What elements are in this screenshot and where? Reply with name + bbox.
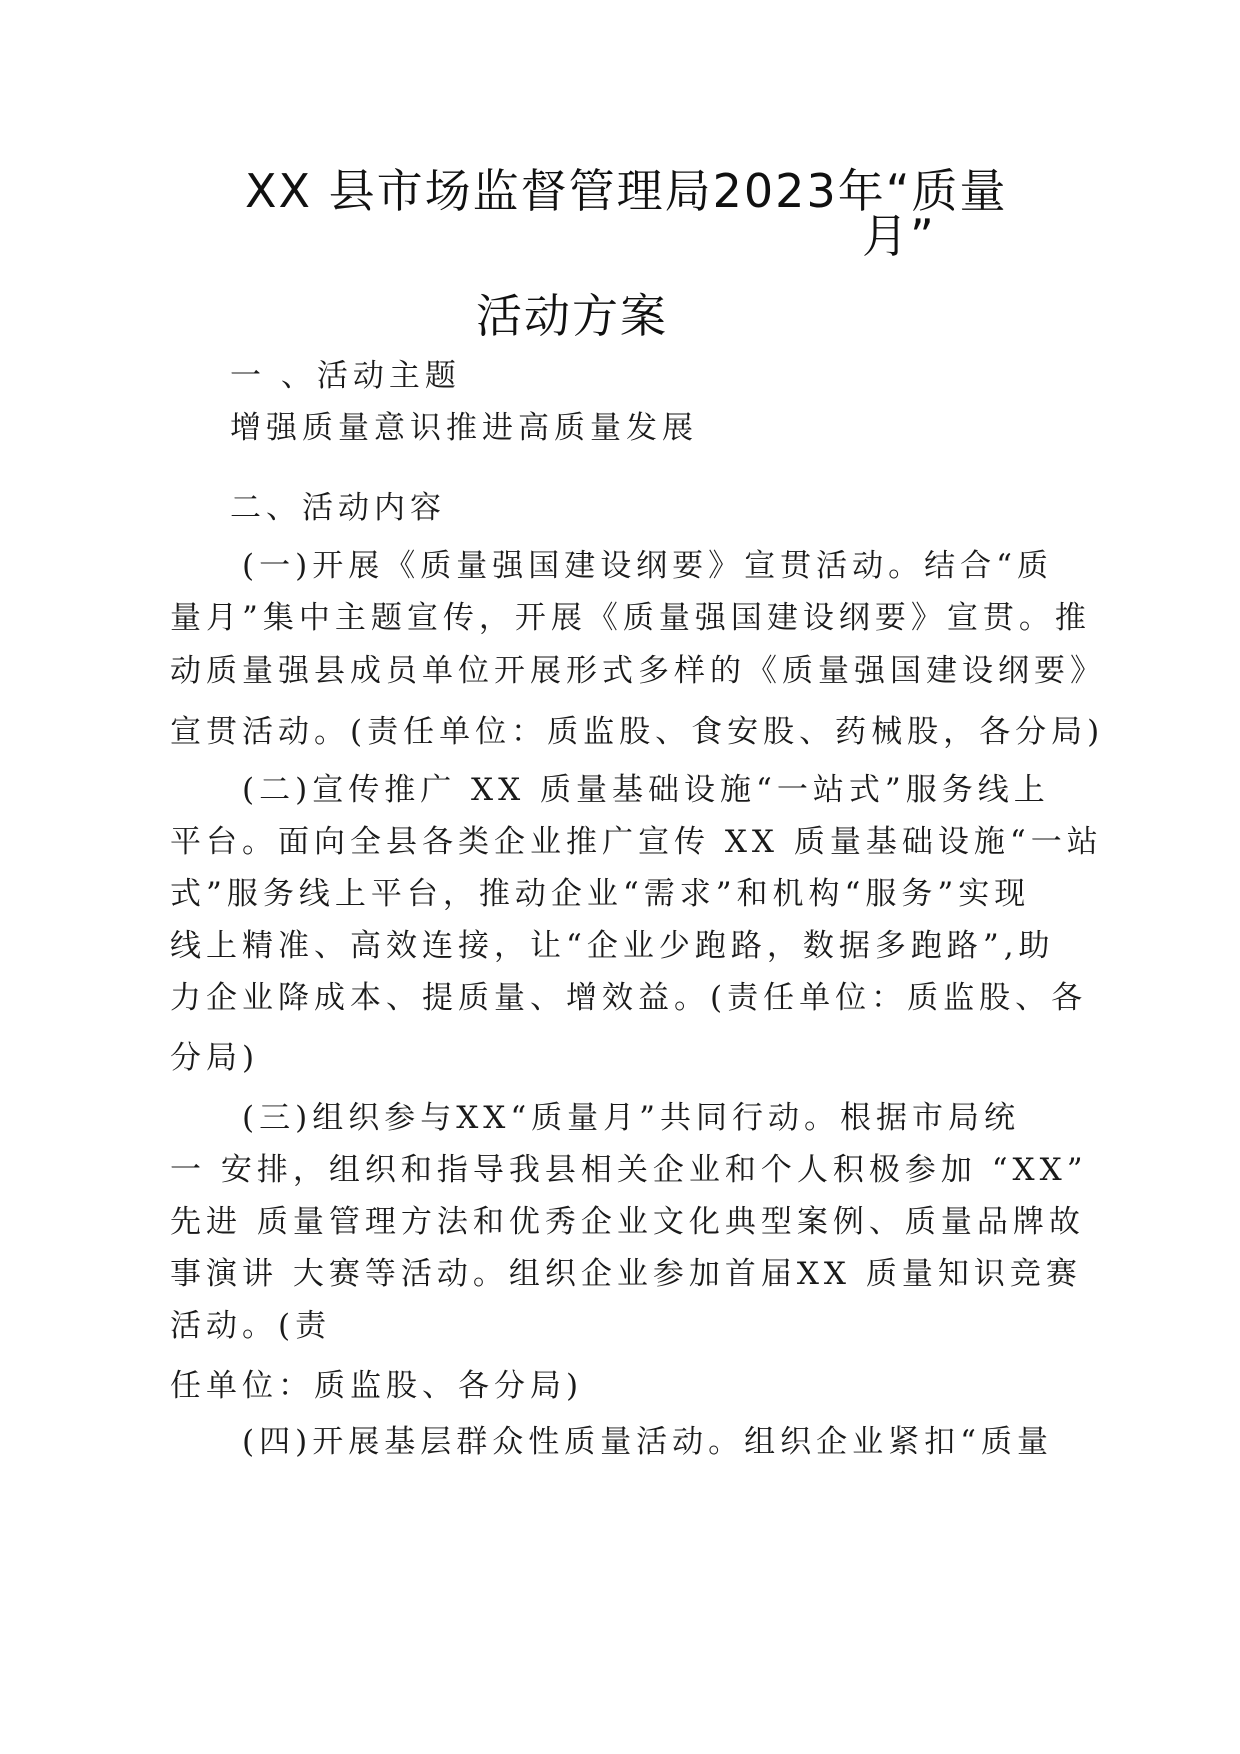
text-line: 宣贯活动。(责任单位：质监股、食安股、药械股，各分局) (170, 714, 1105, 750)
text-line: (一)开展《质量强国建设纲要》宣贯活动。结合“质 (242, 548, 1054, 584)
text-line: 量月”集中主题宣传，开展《质量强国建设纲要》宣贯。推 (170, 600, 1091, 636)
text-line: (三)组织参与XX“质量月”共同行动。根据市局统 (242, 1100, 1021, 1136)
text-line: 式”服务线上平台，推动企业“需求”和机构“服务”实现 (170, 876, 1031, 912)
section-heading-1: 一 、活动主题 (230, 358, 461, 394)
text-line: 任单位：质监股、各分局) (170, 1368, 584, 1404)
text-line: 平台。面向全县各类企业推广宣传 XX 质量基础设施“一站 (170, 824, 1103, 860)
text-line: 先进 质量管理方法和优秀企业文化典型案例、质量品牌故 (170, 1204, 1085, 1240)
title-line-1: XX 县市场监督管理局2023年“质量 (245, 164, 1008, 218)
text-line: 线上精准、高效连接，让“企业少跑路，数据多跑路”,助 (170, 928, 1055, 964)
text-line: 分局) (170, 1040, 260, 1076)
title-line-3: 活动方案 (476, 289, 668, 343)
text-line: 一 安排，组织和指导我县相关企业和个人积极参加 “XX” (170, 1152, 1088, 1188)
title-line-2: 月” (862, 209, 936, 263)
text-line: 增强质量意识推进高质量发展 (230, 410, 698, 446)
text-line: 动质量强县成员单位开展形式多样的《质量强国建设纲要》 (170, 653, 1106, 689)
section-heading-2: 二、活动内容 (230, 490, 446, 526)
text-line: 活动。(责 (170, 1308, 332, 1344)
text-line: 力企业降成本、提质量、增效益。(责任单位：质监股、各 (170, 980, 1088, 1016)
text-line: (四)开展基层群众性质量活动。组织企业紧扣“质量 (242, 1424, 1054, 1460)
text-line: 事演讲 大赛等活动。组织企业参加首届XX 质量知识竞赛 (170, 1256, 1082, 1292)
text-line: (二)宣传推广 XX 质量基础设施“一站式”服务线上 (242, 772, 1050, 808)
